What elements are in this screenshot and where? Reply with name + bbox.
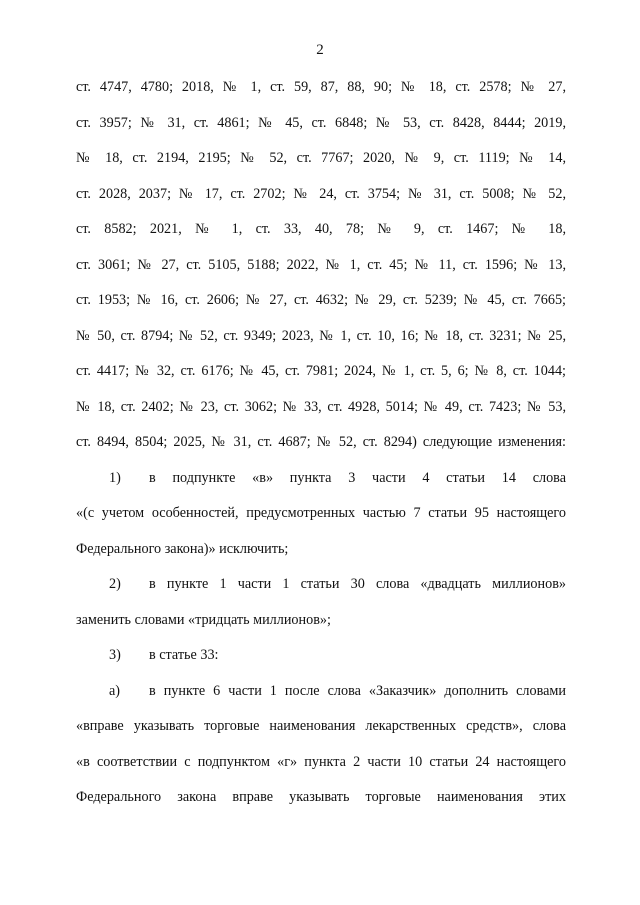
text-line: ст. 4747, 4780; 2018, № 1, ст. 59, 87, 88, 90; № 18, ст. 2578; № 27, bbox=[76, 79, 566, 95]
text-line: Федерального закона вправе указывать торговые наименования этих bbox=[76, 789, 566, 805]
text-line: ст. 3061; № 27, ст. 5105, 5188; 2022, № 1, ст. 45; № 11, ст. 1596; № 13, bbox=[76, 256, 566, 273]
text-line: заменить словами «тридцать миллионов»; bbox=[76, 611, 331, 628]
list-item-text: в подпункте «в» пункта 3 части 4 статьи 14 слова bbox=[149, 469, 566, 486]
document-body bbox=[76, 70, 566, 816]
text-line: ст. 1953; № 16, ст. 2606; № 27, ст. 4632; № 29, ст. 5239; № 45, ст. 7665; bbox=[76, 292, 566, 308]
list-item-2 bbox=[76, 567, 566, 603]
text-line: № 18, ст. 2402; № 23, ст. 3062; № 33, ст. 4928, 5014; № 49, ст. 7423; № 53, bbox=[76, 398, 566, 415]
list-item-number: 2) bbox=[109, 576, 121, 592]
list-item-number: 1) bbox=[109, 469, 121, 486]
list-item-text: в статье 33: bbox=[149, 647, 219, 663]
text-line: «вправе указывать торговые наименования лекарственных средств», слова bbox=[76, 718, 566, 734]
list-item-a bbox=[76, 674, 566, 710]
list-item-number: 3) bbox=[109, 647, 121, 663]
text-line: ст. 3957; № 31, ст. 4861; № 45, ст. 6848; № 53, ст. 8428, 8444; 2019, bbox=[76, 114, 566, 131]
text-line: ст. 8494, 8504; 2025, № 31, ст. 4687; № 52, ст. 8294) следующие изменения: bbox=[76, 434, 566, 450]
text-line: «в соответствии с подпунктом «г» пункта 2 части 10 статьи 24 настоящего bbox=[76, 753, 566, 770]
text-line: № 50, ст. 8794; № 52, ст. 9349; 2023, № 1, ст. 10, 16; № 18, ст. 3231; № 25, bbox=[76, 327, 566, 344]
text-line: ст. 2028, 2037; № 17, ст. 2702; № 24, ст. 3754; № 31, ст. 5008; № 52, bbox=[76, 185, 566, 202]
text-line: Федерального закона)» исключить; bbox=[76, 540, 289, 557]
text-line: № 18, ст. 2194, 2195; № 52, ст. 7767; 2020, № 9, ст. 1119; № 14, bbox=[76, 150, 566, 166]
list-item-1 bbox=[76, 461, 566, 497]
list-item-text: в пункте 1 части 1 статьи 30 слова «двадцать миллионов» bbox=[149, 576, 566, 592]
text-line: ст. 4417; № 32, ст. 6176; № 45, ст. 7981; 2024, № 1, ст. 5, 6; № 8, ст. 1044; bbox=[76, 363, 566, 379]
list-item-text: в пункте 6 части 1 после слова «Заказчик» дополнить словами bbox=[149, 682, 566, 699]
text-line: «(с учетом особенностей, предусмотренных частью 7 статьи 95 настоящего bbox=[76, 505, 566, 521]
list-item-number: а) bbox=[109, 682, 121, 699]
text-line: ст. 8582; 2021, № 1, ст. 33, 40, 78; № 9, ст. 1467; № 18, bbox=[76, 221, 566, 237]
page-number: 2 bbox=[316, 42, 324, 58]
list-item-3 bbox=[76, 638, 566, 674]
